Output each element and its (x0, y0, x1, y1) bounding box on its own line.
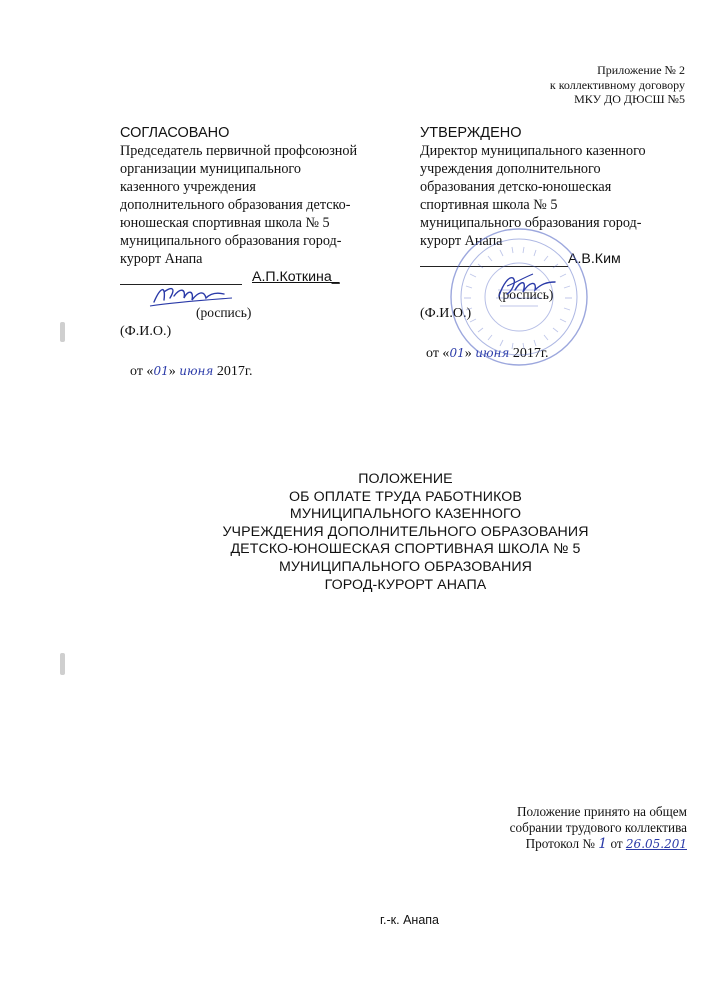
approved-heading: УТВЕРЖДЕНО (420, 125, 522, 141)
date-month: июня (179, 364, 214, 378)
agreed-fio-caption: (Ф.И.О.) (120, 324, 172, 339)
accepted-line-2: собрании трудового коллектива (509, 820, 687, 835)
agreed-line: муниципального образования город- (120, 233, 342, 249)
agreed-handwritten-signature (146, 278, 236, 314)
agreed-line: дополнительного образования детско- (120, 197, 351, 213)
date-year: 2017г. (512, 346, 549, 361)
agreed-line: казенного учреждения (120, 179, 256, 195)
approved-line: спортивная школа № 5 (420, 197, 558, 213)
protocol-date: 26.05.201 (625, 837, 687, 851)
document-title (0, 471, 707, 594)
date-prefix: от « (130, 364, 154, 379)
approved-signer-name: А.В.Ким (568, 251, 621, 267)
approved-line: Директор муниципального казенного (420, 143, 646, 159)
title-line: ГОРОД-КУРОРТ АНАПА (324, 576, 487, 593)
agreed-line: курорт Анапа (120, 251, 203, 267)
title-line: ДЕТСКО-ЮНОШЕСКАЯ СПОРТИВНАЯ ШКОЛА № 5 (230, 541, 581, 558)
agreed-signature-caption: (роспись) (196, 305, 252, 320)
protocol-from: от (610, 836, 623, 851)
title-line: ПОЛОЖЕНИЕ (358, 471, 453, 487)
date-month: июня (475, 346, 510, 360)
appendix-line-2: к коллективному договору (549, 77, 685, 92)
protocol-number: 1 (598, 836, 608, 852)
date-prefix: от « (426, 346, 450, 361)
agreed-date (130, 362, 253, 381)
appendix-header (550, 63, 685, 107)
title-line: МУНИЦИПАЛЬНОГО ОБРАЗОВАНИЯ (278, 558, 533, 575)
date-day: 01 (449, 346, 465, 360)
approved-line: учреждения дополнительного (420, 161, 601, 177)
date-close: » (168, 364, 176, 379)
agreed-signer-name: А.П.Коткина_ (252, 269, 340, 285)
protocol-prefix: Протокол № (525, 836, 595, 851)
title-line: УЧРЕЖДЕНИЯ ДОПОЛНИТЕЛЬНОГО ОБРАЗОВАНИЯ (222, 523, 589, 540)
agreed-block (120, 124, 405, 379)
approved-fio-caption: (Ф.И.О.) (420, 306, 472, 321)
approved-line: курорт Анапа (420, 233, 503, 249)
protocol-line (510, 836, 687, 852)
binding-hole-bottom (60, 653, 65, 675)
approved-handwritten-signature (493, 270, 563, 306)
appendix-line-1: Приложение № 2 (597, 63, 685, 77)
agreed-line: Председатель первичной профсоюзной (120, 143, 358, 159)
title-line: ОБ ОПЛАТЕ ТРУДА РАБОТНИКОВ (289, 488, 522, 505)
date-day: 01 (153, 364, 169, 378)
title-line: МУНИЦИПАЛЬНОГО КАЗЕННОГО (289, 506, 522, 523)
approved-line: образования детско-юношеская (420, 179, 612, 195)
agreed-line: юношеская спортивная школа № 5 (120, 215, 330, 231)
approved-line: муниципального образования город- (420, 215, 642, 231)
date-close: » (464, 346, 472, 361)
agreed-line: организации муниципального (120, 161, 301, 177)
date-year: 2017г. (216, 364, 253, 379)
city-footer: г.-к. Анапа (380, 913, 439, 927)
accepted-line-1: Положение принято на общем (516, 804, 687, 819)
agreed-heading: СОГЛАСОВАНО (120, 125, 230, 141)
appendix-line-3: МКУ ДО ДЮСШ №5 (574, 92, 685, 106)
accepted-note (510, 804, 687, 852)
binding-hole-top (60, 322, 65, 342)
approved-signature-caption: (роспись) (498, 287, 554, 302)
